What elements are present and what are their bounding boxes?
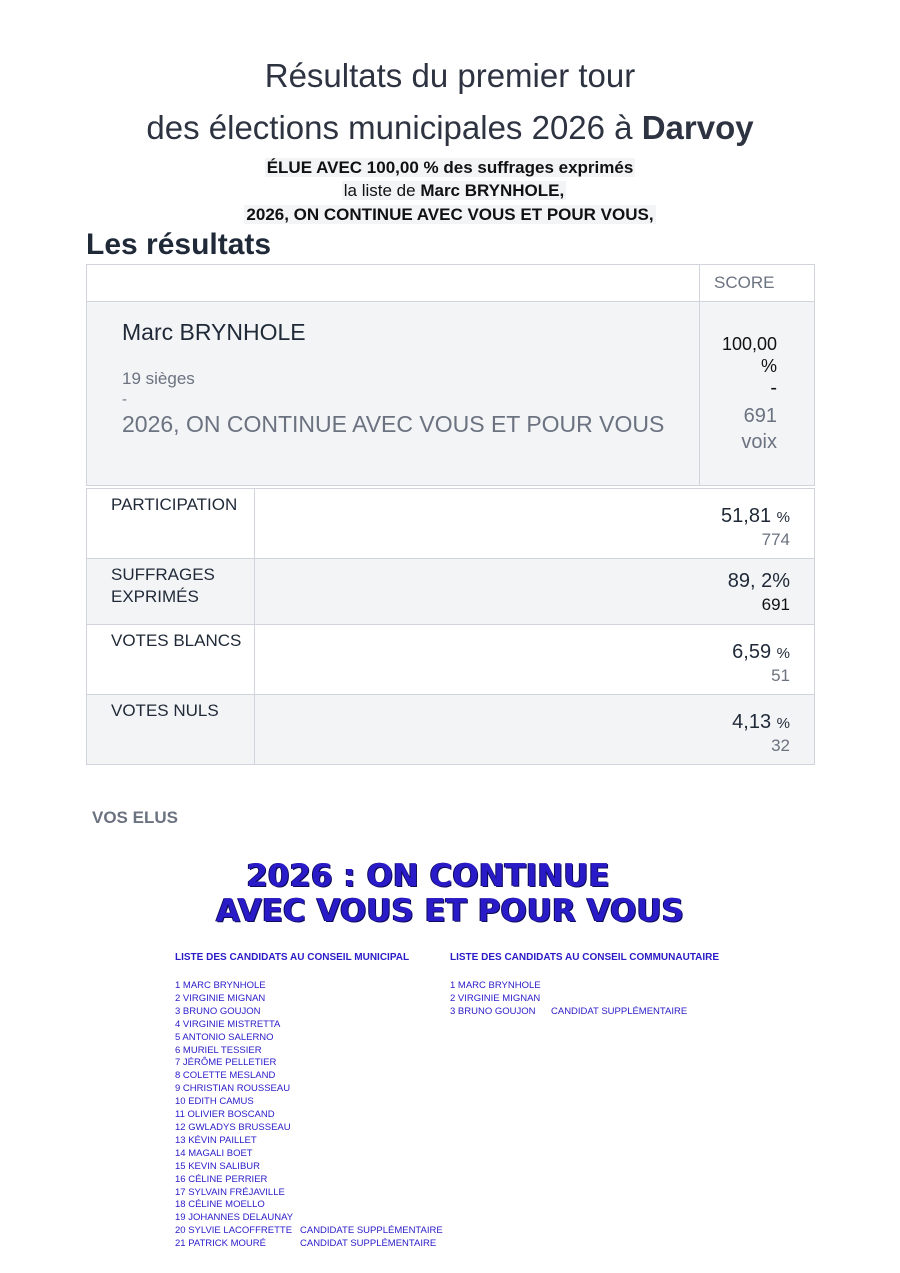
supplementary-note-21: CANDIDAT SUPPLÉMENTAIRE	[300, 1238, 437, 1249]
list-item: 11 OLIVIER BOSCAND	[175, 1109, 275, 1121]
poster-title-line1: 2026 : ON CONTINUE	[246, 858, 610, 894]
list-item: 1 MARC BRYNHOLE	[175, 980, 266, 991]
list-item: 17 SYLVAIN FRÉJAVILLE	[175, 1186, 285, 1198]
stat-count: 774	[761, 530, 790, 549]
score-cell	[700, 302, 814, 485]
stat-label: PARTICIPATION	[111, 495, 238, 514]
list-item: 18 CÉLINE MOELLO	[175, 1199, 265, 1211]
elus-heading: VOS ELUS	[92, 808, 178, 827]
stat-count: 691	[761, 595, 790, 614]
elected-line: ÉLUE AVEC 100,00 % des suffrages exprimés	[266, 158, 634, 177]
stat-count: 32	[771, 736, 790, 755]
communautaire-list-heading: LISTE DES CANDIDATS AU CONSEIL COMMUNAUTAIRE	[450, 952, 720, 963]
page-title-line1: Résultats du premier tour	[264, 57, 636, 94]
supplementary-note-comm: CANDIDAT SUPPLÉMENTAIRE	[551, 1006, 688, 1017]
list-item: 12 GWLADYS BRUSSEAU	[175, 1121, 291, 1133]
stat-row-participation	[87, 489, 814, 559]
stat-percent: 6,59 %	[732, 641, 790, 663]
list-item: 3 BRUNO GOUJON	[450, 1005, 536, 1017]
list-item: 15 KEVIN SALIBUR	[175, 1160, 261, 1172]
candidate-list-name: 2026, ON CONTINUE AVEC VOUS ET POUR VOUS	[122, 411, 665, 437]
score-header: SCORE	[714, 273, 775, 292]
list-item: 13 KÉVIN PAILLET	[175, 1134, 257, 1146]
candidate-votes: 691 voix	[741, 405, 777, 453]
stat-label: VOTES BLANCS	[111, 631, 242, 650]
candidate-seats: 19 sièges	[122, 369, 195, 388]
stat-label: VOTES NULS	[111, 701, 219, 720]
municipal-list-heading: LISTE DES CANDIDATS AU CONSEIL MUNICIPAL	[175, 952, 410, 963]
list-item: 19 JOHANNES DELAUNAY	[175, 1212, 294, 1224]
stat-percent: 89, 2%	[727, 570, 790, 592]
list-item: 14 MAGALI BOET	[175, 1147, 253, 1159]
list-item: 20 SYLVIE LACOFFRETTE	[175, 1225, 293, 1237]
list-item: 10 EDITH CAMUS	[175, 1096, 254, 1108]
results-heading: Les résultats	[86, 228, 272, 261]
page-title-line2	[0, 109, 900, 147]
results-table	[86, 264, 815, 486]
list-item: 5 ANTONIO SALERNO	[175, 1031, 274, 1043]
poster-title-line2: AVEC VOUS ET POUR VOUS	[215, 893, 684, 929]
town-name: Darvoy	[641, 109, 754, 146]
list-prefix: la liste de	[343, 181, 416, 200]
list-item: 16 CÉLINE PERRIER	[175, 1173, 268, 1185]
list-item: 1 MARC BRYNHOLE	[450, 980, 541, 991]
candidate-score: 100,00 %	[721, 334, 777, 376]
list-item: 8 COLETTE MESLAND	[175, 1070, 276, 1082]
list-item: 2 VIRGINIE MIGNAN	[450, 992, 541, 1004]
title-prefix: des élections municipales 2026 à	[146, 109, 633, 146]
list-item: 7 JÉRÔME PELLETIER	[175, 1057, 277, 1069]
list-item: 9 CHRISTIAN ROUSSEAU	[175, 1083, 291, 1095]
list-item: 3 BRUNO GOUJON	[175, 1005, 261, 1017]
stat-row-exprimes	[87, 559, 814, 625]
score-dash: -	[770, 377, 777, 399]
list-title-line: 2026, ON CONTINUE AVEC VOUS ET POUR VOUS,	[246, 205, 654, 224]
list-item: 6 MURIEL TESSIER	[175, 1044, 262, 1056]
stat-label: SUFFRAGES EXPRIMÉS	[111, 565, 215, 606]
list-leader: Marc BRYNHOLE,	[420, 181, 565, 200]
candidate-name: Marc BRYNHOLE	[122, 319, 306, 345]
stat-row-nuls	[87, 695, 814, 764]
candidate-dash: -	[122, 391, 127, 408]
results-table-header	[87, 265, 814, 302]
communautaire-list	[450, 980, 541, 1019]
stat-percent: 4,13 %	[732, 711, 790, 733]
stats-table	[86, 488, 815, 765]
stat-row-blancs	[87, 625, 814, 695]
stat-count: 51	[771, 666, 790, 685]
list-item: 2 VIRGINIE MIGNAN	[175, 992, 266, 1004]
municipal-list	[175, 980, 293, 1251]
list-leader-line	[0, 181, 900, 201]
stat-percent: 51,81 %	[721, 505, 790, 527]
list-item: 4 VIRGINIE MISTRETTA	[175, 1018, 281, 1030]
list-item: 21 PATRICK MOURÉ	[175, 1238, 266, 1250]
supplementary-note-20: CANDIDATE SUPPLÉMENTAIRE	[300, 1225, 443, 1236]
